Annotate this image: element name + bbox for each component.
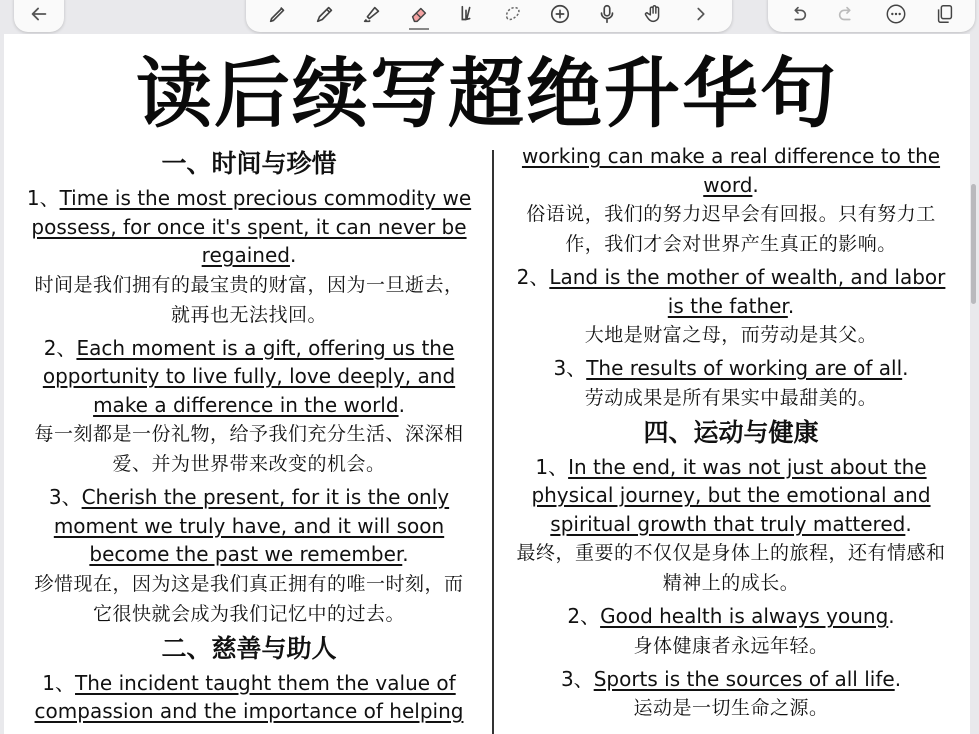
english-sentence: The results of working are of all — [586, 356, 903, 380]
add-icon[interactable] — [546, 0, 574, 28]
more-icon[interactable] — [882, 0, 910, 28]
list-item: 1、Time is the most precious commodity we possess, for once it's spent, it can never be regained. — [26, 186, 472, 267]
english-sentence: The incident taught them the value of compassion and the importance of helping — [34, 670, 464, 723]
list-item: 1、In the end, it was not just about the physical journey, but the emotional and spiritual growth that truly mattered. — [531, 454, 931, 536]
app-toolbar — [0, 0, 979, 34]
english-sentence: Sports is the sources of all life — [593, 666, 895, 691]
chinese-translation: 时间是我们拥有的最宝贵的财富，因为一旦逝去，就再也无法找回。 — [34, 273, 464, 326]
edit-actions — [768, 0, 975, 32]
chinese-translation: 身体健康者永远年轻。 — [633, 634, 829, 657]
chinese-translation: 每一刻都是一份礼物，给予我们充分生活、深深相爱、并为世界带来改变的机会。 — [34, 423, 464, 475]
chinese-translation: 运动是一切生命之源。 — [633, 697, 829, 719]
chinese-translation: 大地是财富之母，而劳动是其父。 — [584, 324, 878, 346]
left-column — [26, 148, 472, 726]
page-title: 读后续写超绝升华句 — [136, 49, 838, 138]
drawing-tools — [246, 0, 732, 32]
english-sentence: Time is the most precious commodity we possess, for once it's spent, it can never be regained — [31, 186, 472, 267]
hand-icon[interactable] — [640, 0, 668, 28]
chevron-right-icon[interactable] — [687, 0, 715, 28]
chinese-translation: 最终，重要的不仅仅是身体上的旅程，还有情感和精神上的成长。 — [516, 542, 946, 594]
english-sentence: Land is the mother of wealth, and labor is the father — [549, 265, 946, 318]
list-item: 3、The results of working are of all. — [553, 356, 909, 380]
undo-icon[interactable] — [784, 0, 812, 28]
pencil-icon[interactable] — [311, 0, 339, 28]
list-item: 3、Sports is the sources of all life. — [560, 666, 902, 691]
right-column — [508, 142, 954, 723]
lasso-text-icon[interactable] — [452, 0, 480, 28]
section-heading-time: 一、时间与珍惜 — [161, 149, 337, 178]
english-sentence: working can make a real difference to the word — [521, 144, 941, 197]
pages-icon[interactable] — [931, 0, 959, 28]
list-item: 2、Each moment is a gift, offering us the opportunity to live fully, love deeply, and make a difference in the world. — [42, 335, 456, 417]
vertical-scrollbar[interactable] — [971, 184, 976, 304]
highlighter-icon[interactable] — [358, 0, 386, 28]
section-heading-charity: 二、慈善与助人 — [161, 633, 337, 663]
list-item: 2、Land is the mother of wealth, and labor is the father. — [516, 265, 946, 318]
list-item: working can make a real difference to the word. — [521, 144, 941, 197]
redo-icon[interactable] — [833, 0, 861, 28]
english-sentence: In the end, it was not just about the physical journey, but the emotional and spiritual growth that truly mattered — [531, 454, 931, 536]
english-sentence: Each moment is a gift, offering us the opportunity to live fully, love deeply, and make a difference in the world — [42, 335, 456, 417]
active-tool-indicator — [409, 28, 429, 30]
chinese-translation: 劳动成果是所有果实中最甜美的。 — [584, 386, 878, 409]
section-heading-sports: 四、运动与健康 — [643, 417, 819, 447]
list-item: 1、The incident taught them the value of compassion and the importance of helping — [34, 670, 464, 723]
list-item: 2、Good health is always young. — [567, 604, 895, 628]
column-divider — [492, 150, 494, 734]
pen-icon[interactable] — [264, 0, 292, 28]
document-page — [4, 34, 970, 734]
microphone-icon[interactable] — [593, 0, 621, 28]
eraser-icon[interactable] — [405, 0, 433, 28]
chinese-translation: 珍惜现在，因为这是我们真正拥有的唯一时刻，而它很快就会成为我们记忆中的过去。 — [34, 572, 464, 625]
back-button[interactable] — [14, 0, 64, 32]
lasso-select-icon[interactable] — [499, 0, 527, 28]
english-sentence: Good health is always young — [600, 604, 889, 628]
chinese-translation: 俗语说，我们的努力迟早会有回报。只有努力工作，我们才会对世界产生真正的影响。 — [526, 203, 936, 255]
chevron-left-icon — [25, 0, 53, 28]
english-sentence: Cherish the present, for it is the only moment we truly have, and it will soon become the past we remember — [53, 485, 450, 566]
list-item: 3、Cherish the present, for it is the only moment we truly have, and it will soon become the past we remember. — [48, 485, 450, 566]
